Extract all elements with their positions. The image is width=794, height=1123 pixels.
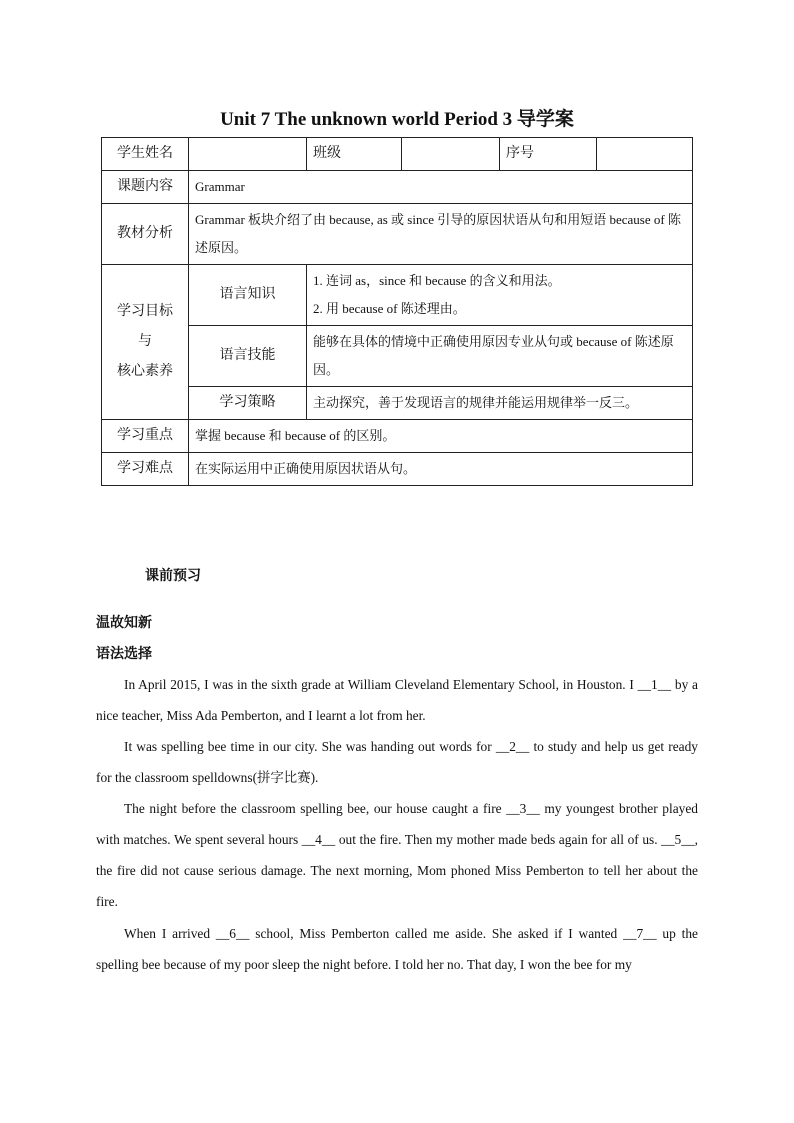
number-value-cell (597, 138, 693, 171)
passage-paragraph: In April 2015, I was in the sixth grade at William Cleveland Elementary School, in Houston. I __1__ by a nice teacher, Miss Ada Pemberton, and I learnt a lot from her. (96, 677, 698, 723)
focus-label: 学习重点 (102, 420, 189, 453)
strategy-value: 主动探究，善于发现语言的规律并能运用规律举一反三。 (307, 387, 693, 420)
topic-label: 课题内容 (102, 171, 189, 204)
passage-paragraph: The night before the classroom spelling bee, our house caught a fire __3__ my youngest brother played with matches. We spent several hours __4__ out the fire. Then my mother made beds again for all of us. __5__, the fire did not cause serious damage. The next morning, Mom phoned Miss Pemberton to tell her about the fire. (96, 801, 698, 909)
table-row (102, 453, 693, 486)
section-grammar-choice: 语法选择 (96, 647, 152, 662)
table-row (102, 171, 693, 204)
table-row (102, 420, 693, 453)
lesson-plan-table (101, 137, 693, 486)
table-row (102, 387, 693, 420)
analysis-label: 教材分析 (102, 204, 189, 265)
name-label: 学生姓名 (102, 138, 189, 171)
name-value-cell (189, 138, 307, 171)
goals-label (102, 265, 189, 420)
knowledge-label: 语言知识 (189, 265, 307, 326)
goals-label-line: 学习目标 (117, 304, 173, 319)
goals-label-line: 与 (138, 334, 152, 349)
topic-value: Grammar (189, 171, 693, 204)
goals-label-line: 核心素养 (117, 364, 173, 379)
analysis-value: Grammar 板块介绍了由 because, as 或 since 引导的原因状语从句和用短语 because of 陈述原因。 (189, 204, 693, 265)
knowledge-line: 1. 连词 as，since 和 because 的含义和用法。 (313, 273, 561, 288)
passage-paragraph: It was spelling bee time in our city. She was handing out words for __2__ to study and help us get ready for the classroom spelldowns(拼字比赛). (96, 739, 698, 785)
strategy-label: 学习策略 (189, 387, 307, 420)
number-label: 序号 (500, 138, 597, 171)
focus-value: 掌握 because 和 because of 的区别。 (189, 420, 693, 453)
section-preview: 课前预习 (145, 569, 201, 584)
table-row (102, 138, 693, 171)
difficulty-value: 在实际运用中正确使用原因状语从句。 (189, 453, 693, 486)
knowledge-value (307, 265, 693, 326)
skill-value: 能够在具体的情境中正确使用原因专业从句或 because of 陈述原因。 (307, 326, 693, 387)
class-label: 班级 (307, 138, 402, 171)
table-row (102, 326, 693, 387)
skill-label: 语言技能 (189, 326, 307, 387)
section-review: 温故知新 (96, 616, 152, 631)
knowledge-line: 2. 用 because of 陈述理由。 (313, 301, 466, 316)
passage-paragraph: When I arrived __6__ school, Miss Pemberton called me aside. She asked if I wanted __7__ up the spelling bee because of my poor sleep the night before. I told her no. That day, I won the bee for my (96, 926, 698, 972)
table-row (102, 204, 693, 265)
table-row (102, 265, 693, 326)
difficulty-label: 学习难点 (102, 453, 189, 486)
page-title: Unit 7 The unknown world Period 3 导学案 (220, 109, 574, 130)
class-value-cell (402, 138, 500, 171)
